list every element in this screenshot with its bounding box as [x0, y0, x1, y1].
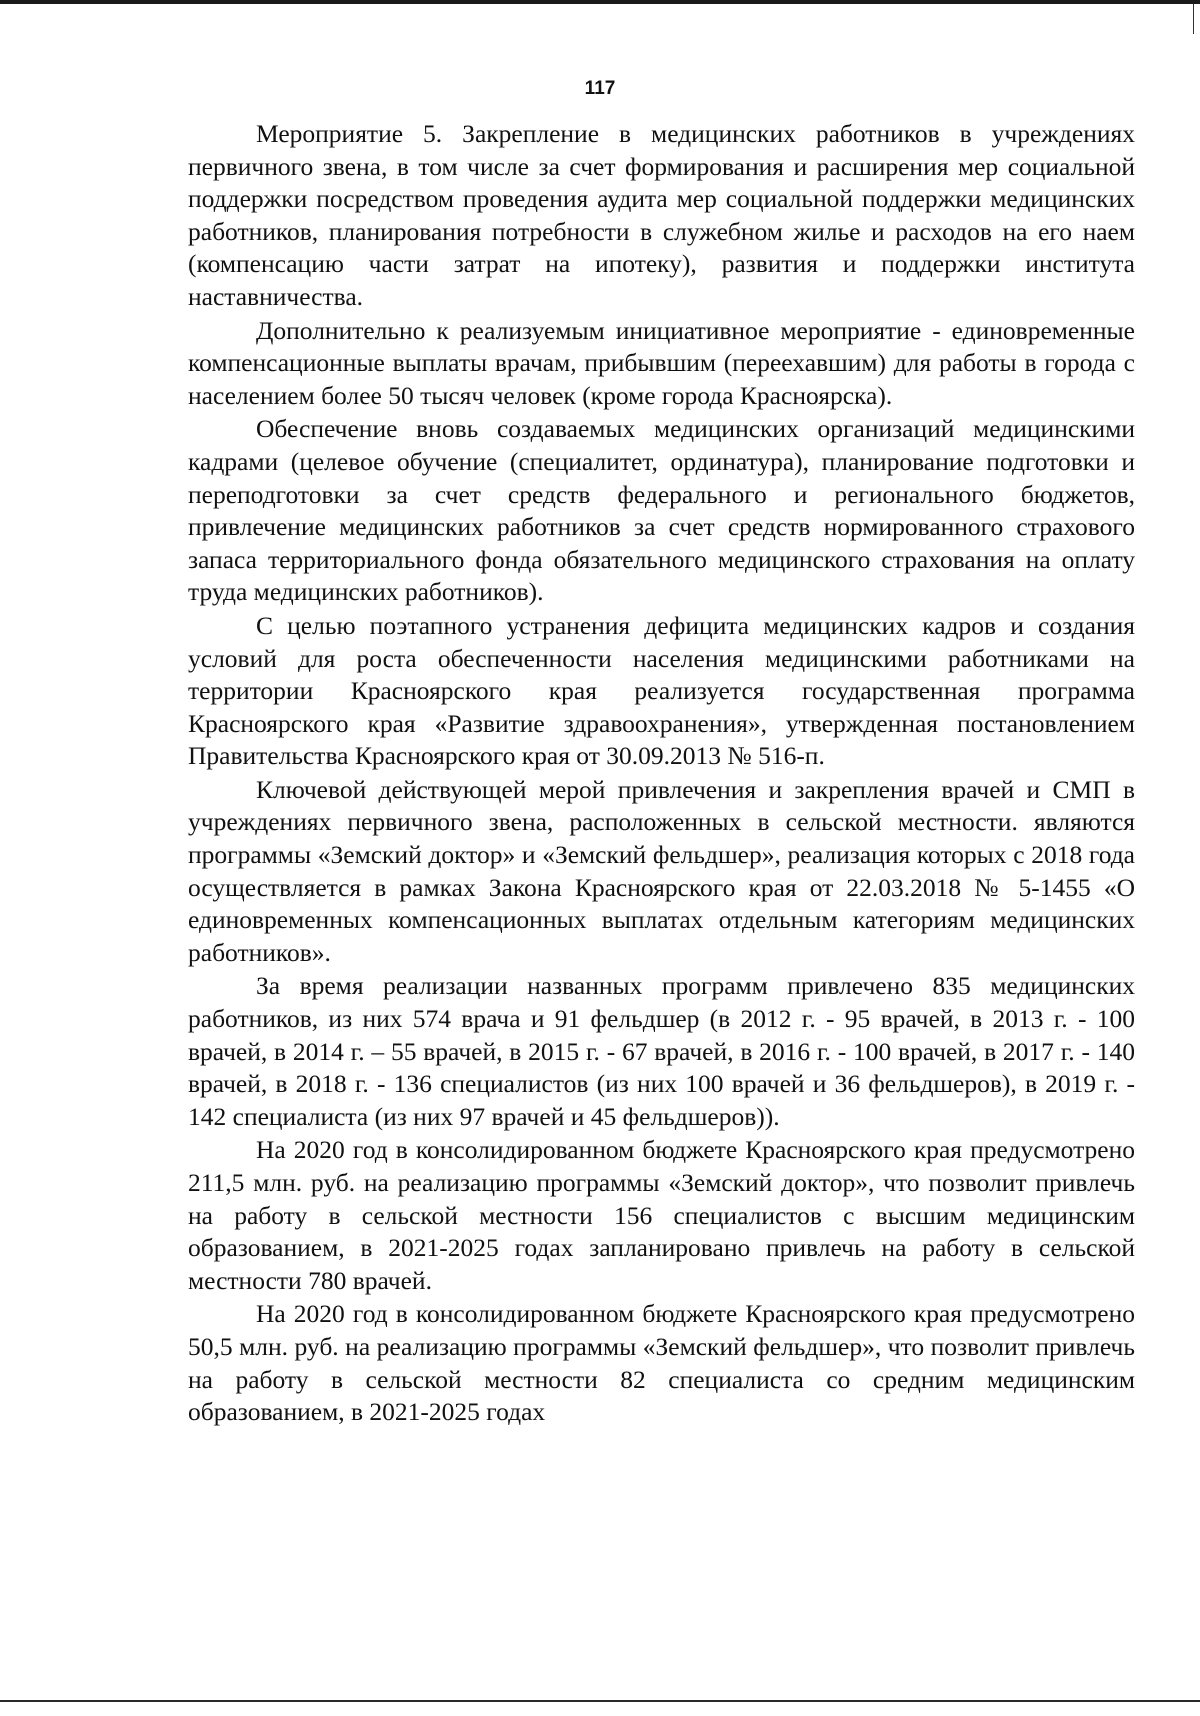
paragraph-zemsky-doctor-budget: На 2020 год в консолидированном бюджете Красноярского края предусмотрено 211,5 млн. руб. на реализацию программы «Земский доктор», что позволит привлечь на работу в сельской местности 156 специалистов с высшим медицинским образованием, в 2021-2025 годах запланировано привлечь на работу в сельской местности 780 врачей.: [188, 1135, 1135, 1295]
paragraph-zemsky-feldsher-budget: На 2020 год в консолидированном бюджете Красноярского края предусмотрено 50,5 млн. руб. на реализацию программы «Земский фельдшер», что позволит привлечь на работу в сельской местности 82 специалиста со средним медицинским образованием, в 2021-2025 годах: [188, 1299, 1135, 1427]
page-number: 117: [584, 78, 616, 99]
paragraph-zemsky-programs: Ключевой действующей мерой привлечения и закрепления врачей и СМП в учреждениях первичного звена, расположенных в сельской местности. являются программы «Земский доктор» и «Земский фельдшер», реализация которых с 2018 года осуществляется в рамках Закона Красноярского края от 22.03.2018 № 5-1455 «О единовременных компенсационных выплатах отдельным категориям медицинских работников».: [188, 774, 1135, 967]
document-body: [188, 118, 1135, 1430]
scan-border-top: [0, 0, 1200, 4]
paragraph-measure-5: Мероприятие 5. Закрепление в медицинских работников в учреждениях первичного звена, в том числе за счет формирования и расширения мер социальной поддержки посредством проведения аудита мер социальной поддержки медицинских работников, планирования потребности в служебном жилье и расходов на его наем (компенсацию части затрат на ипотеку), развития и поддержки института наставничества.: [188, 119, 1135, 311]
scan-border-right-mark: [1193, 4, 1194, 34]
paragraph-recruitment-results: За время реализации названных программ привлечено 835 медицинских работников, из них 574 врача и 91 фельдшер (в 2012 г. - 95 врачей, в 2013 г. - 100 врачей, в 2014 г. – 55 врачей, в 2015 г. - 67 врачей, в 2016 г. - 100 врачей, в 2017 г. - 140 врачей, в 2018 г. - 136 специалистов (из них 100 врачей и 36 фельдшеров), в 2019 г. - 142 специалиста (из них 97 врачей и 45 фельдшеров)).: [188, 971, 1135, 1131]
paragraph-staffing-new-organizations: Обеспечение вновь создаваемых медицинских организаций медицинскими кадрами (целевое обучение (специалитет, ординатура), планирование подготовки и переподготовки за счет средств федерального и регионального бюджетов, привлечение медицинских работников за счет средств нормированного страхового запаса территориального фонда обязательного медицинского страхования на оплату труда медицинских работников).: [188, 414, 1135, 607]
scan-border-bottom: [0, 1700, 1200, 1702]
paragraph-additional-payments: Дополнительно к реализуемым инициативное мероприятие - единовременные компенсационные выплаты врачам, прибывшим (переехавшим) для работы в города с населением более 50 тысяч человек (кроме города Красноярска).: [188, 315, 1135, 410]
paragraph-state-program: С целью поэтапного устранения дефицита медицинских кадров и создания условий для роста обеспеченности населения медицинскими работниками на территории Красноярского края реализуется государственная программа Красноярского края «Развитие здравоохранения», утвержденная постановлением Правительства Красноярского края от 30.09.2013 № 516-п.: [188, 610, 1135, 771]
